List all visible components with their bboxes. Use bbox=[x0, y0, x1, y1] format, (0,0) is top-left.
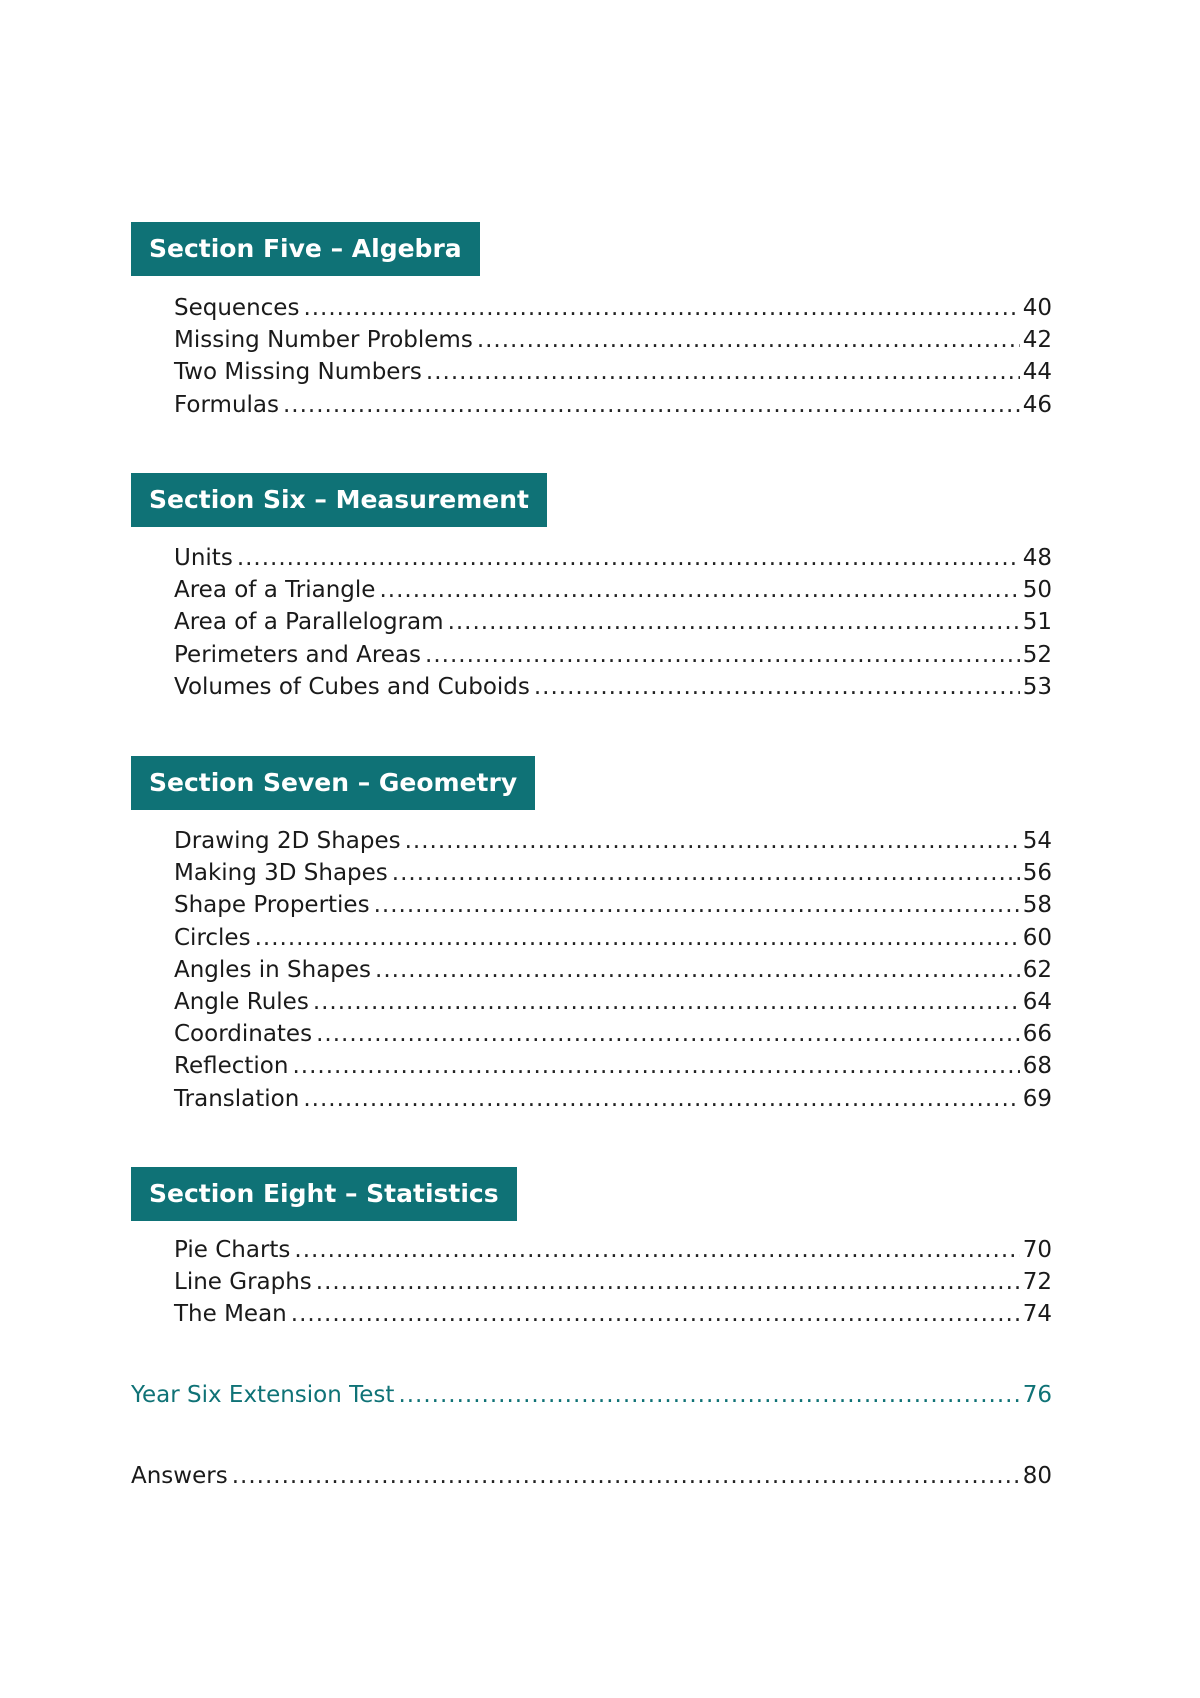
entry-page: 51 bbox=[1022, 609, 1052, 636]
entry-page: 72 bbox=[1022, 1269, 1052, 1296]
section-eight-heading: Section Eight – Statistics bbox=[131, 1167, 517, 1221]
entry-label: Perimeters and Areas bbox=[174, 641, 422, 668]
entry-page: 80 bbox=[1022, 1463, 1052, 1489]
toc-entry[interactable] bbox=[174, 954, 1052, 986]
dot-leader bbox=[392, 857, 1020, 889]
toc-entry[interactable] bbox=[174, 1083, 1052, 1115]
toc-entry[interactable] bbox=[174, 1234, 1052, 1266]
toc-entry[interactable] bbox=[174, 1050, 1052, 1082]
toc-entry-extension-test[interactable] bbox=[131, 1379, 1052, 1411]
dot-leader bbox=[237, 542, 1020, 574]
dot-leader bbox=[534, 671, 1020, 703]
entry-label: Angles in Shapes bbox=[174, 956, 372, 983]
entry-page: 74 bbox=[1022, 1301, 1052, 1328]
dot-leader bbox=[375, 954, 1020, 986]
entry-page: 62 bbox=[1022, 956, 1052, 983]
entry-label: The Mean bbox=[174, 1301, 287, 1328]
entry-label: Line Graphs bbox=[174, 1269, 312, 1296]
toc-entry[interactable] bbox=[174, 1298, 1052, 1330]
entry-page: 66 bbox=[1022, 1021, 1052, 1048]
toc-entry[interactable] bbox=[174, 639, 1052, 671]
entry-label: Area of a Triangle bbox=[174, 577, 376, 604]
entry-page: 52 bbox=[1022, 641, 1052, 668]
toc-entry[interactable] bbox=[174, 1018, 1052, 1050]
section-eight-list bbox=[174, 1234, 1052, 1331]
entry-page: 42 bbox=[1022, 327, 1052, 354]
entry-label: Shape Properties bbox=[174, 892, 370, 919]
toc-entry-answers[interactable] bbox=[131, 1460, 1052, 1492]
dot-leader bbox=[292, 1050, 1019, 1082]
dot-leader bbox=[374, 889, 1020, 921]
dot-leader bbox=[232, 1460, 1020, 1492]
section-seven-list bbox=[174, 825, 1052, 1115]
entry-label: Pie Charts bbox=[174, 1237, 291, 1263]
entry-label: Formulas bbox=[174, 391, 279, 418]
section-six-list bbox=[174, 542, 1052, 703]
entry-page: 64 bbox=[1022, 988, 1052, 1015]
entry-label: Angle Rules bbox=[174, 988, 309, 1015]
entry-label: Answers bbox=[131, 1463, 228, 1489]
entry-page: 46 bbox=[1022, 391, 1052, 418]
dot-leader bbox=[313, 986, 1020, 1018]
dot-leader bbox=[255, 922, 1020, 954]
dot-leader bbox=[316, 1018, 1020, 1050]
entry-label: Making 3D Shapes bbox=[174, 860, 388, 887]
dot-leader bbox=[291, 1298, 1020, 1330]
dot-leader bbox=[477, 324, 1020, 356]
toc-entry[interactable] bbox=[174, 922, 1052, 954]
entry-label: Drawing 2D Shapes bbox=[174, 828, 401, 854]
entry-page: 70 bbox=[1022, 1237, 1052, 1263]
entry-page: 76 bbox=[1022, 1382, 1052, 1408]
entry-label: Volumes of Cubes and Cuboids bbox=[174, 673, 530, 700]
section-five-list bbox=[174, 292, 1052, 421]
entry-page: 60 bbox=[1022, 924, 1052, 951]
toc-entry[interactable] bbox=[174, 986, 1052, 1018]
dot-leader bbox=[316, 1266, 1020, 1298]
entry-label: Area of a Parallelogram bbox=[174, 609, 444, 636]
entry-label: Two Missing Numbers bbox=[174, 359, 422, 386]
entry-page: 56 bbox=[1022, 860, 1052, 887]
dot-leader bbox=[303, 292, 1019, 324]
toc-entry[interactable] bbox=[174, 606, 1052, 638]
dot-leader bbox=[425, 639, 1020, 671]
dot-leader bbox=[283, 389, 1020, 421]
answers-list bbox=[131, 1460, 1052, 1492]
toc-entry[interactable] bbox=[174, 889, 1052, 921]
entry-page: 50 bbox=[1022, 577, 1052, 604]
entry-page: 69 bbox=[1022, 1085, 1052, 1112]
entry-page: 40 bbox=[1022, 295, 1052, 321]
entry-label: Year Six Extension Test bbox=[131, 1382, 395, 1408]
entry-page: 54 bbox=[1022, 828, 1052, 854]
extension-test-list bbox=[131, 1379, 1052, 1411]
entry-label: Coordinates bbox=[174, 1021, 313, 1048]
dot-leader bbox=[405, 825, 1020, 857]
entry-label: Units bbox=[174, 545, 233, 571]
entry-page: 58 bbox=[1022, 892, 1052, 919]
entry-label: Circles bbox=[174, 924, 251, 951]
toc-entry[interactable] bbox=[174, 1266, 1052, 1298]
section-five-heading: Section Five – Algebra bbox=[131, 222, 480, 276]
toc-entry[interactable] bbox=[174, 389, 1052, 421]
toc-entry[interactable] bbox=[174, 671, 1052, 703]
dot-leader bbox=[426, 356, 1020, 388]
dot-leader bbox=[448, 606, 1020, 638]
entry-label: Translation bbox=[174, 1085, 300, 1112]
entry-page: 44 bbox=[1022, 359, 1052, 386]
toc-entry[interactable] bbox=[174, 825, 1052, 857]
dot-leader bbox=[398, 1379, 1019, 1411]
dot-leader bbox=[379, 574, 1019, 606]
toc-entry[interactable] bbox=[174, 324, 1052, 356]
dot-leader bbox=[294, 1234, 1019, 1266]
entry-label: Missing Number Problems bbox=[174, 327, 473, 354]
toc-entry[interactable] bbox=[174, 356, 1052, 388]
entry-page: 53 bbox=[1022, 673, 1052, 700]
section-seven-heading: Section Seven – Geometry bbox=[131, 756, 535, 810]
toc-entry[interactable] bbox=[174, 574, 1052, 606]
toc-entry[interactable] bbox=[174, 292, 1052, 324]
toc-entry[interactable] bbox=[174, 857, 1052, 889]
entry-label: Sequences bbox=[174, 295, 300, 321]
entry-label: Reflection bbox=[174, 1053, 289, 1080]
section-six-heading: Section Six – Measurement bbox=[131, 473, 547, 527]
dot-leader bbox=[303, 1083, 1019, 1115]
toc-entry[interactable] bbox=[174, 542, 1052, 574]
entry-page: 68 bbox=[1022, 1053, 1052, 1080]
entry-page: 48 bbox=[1022, 545, 1052, 571]
